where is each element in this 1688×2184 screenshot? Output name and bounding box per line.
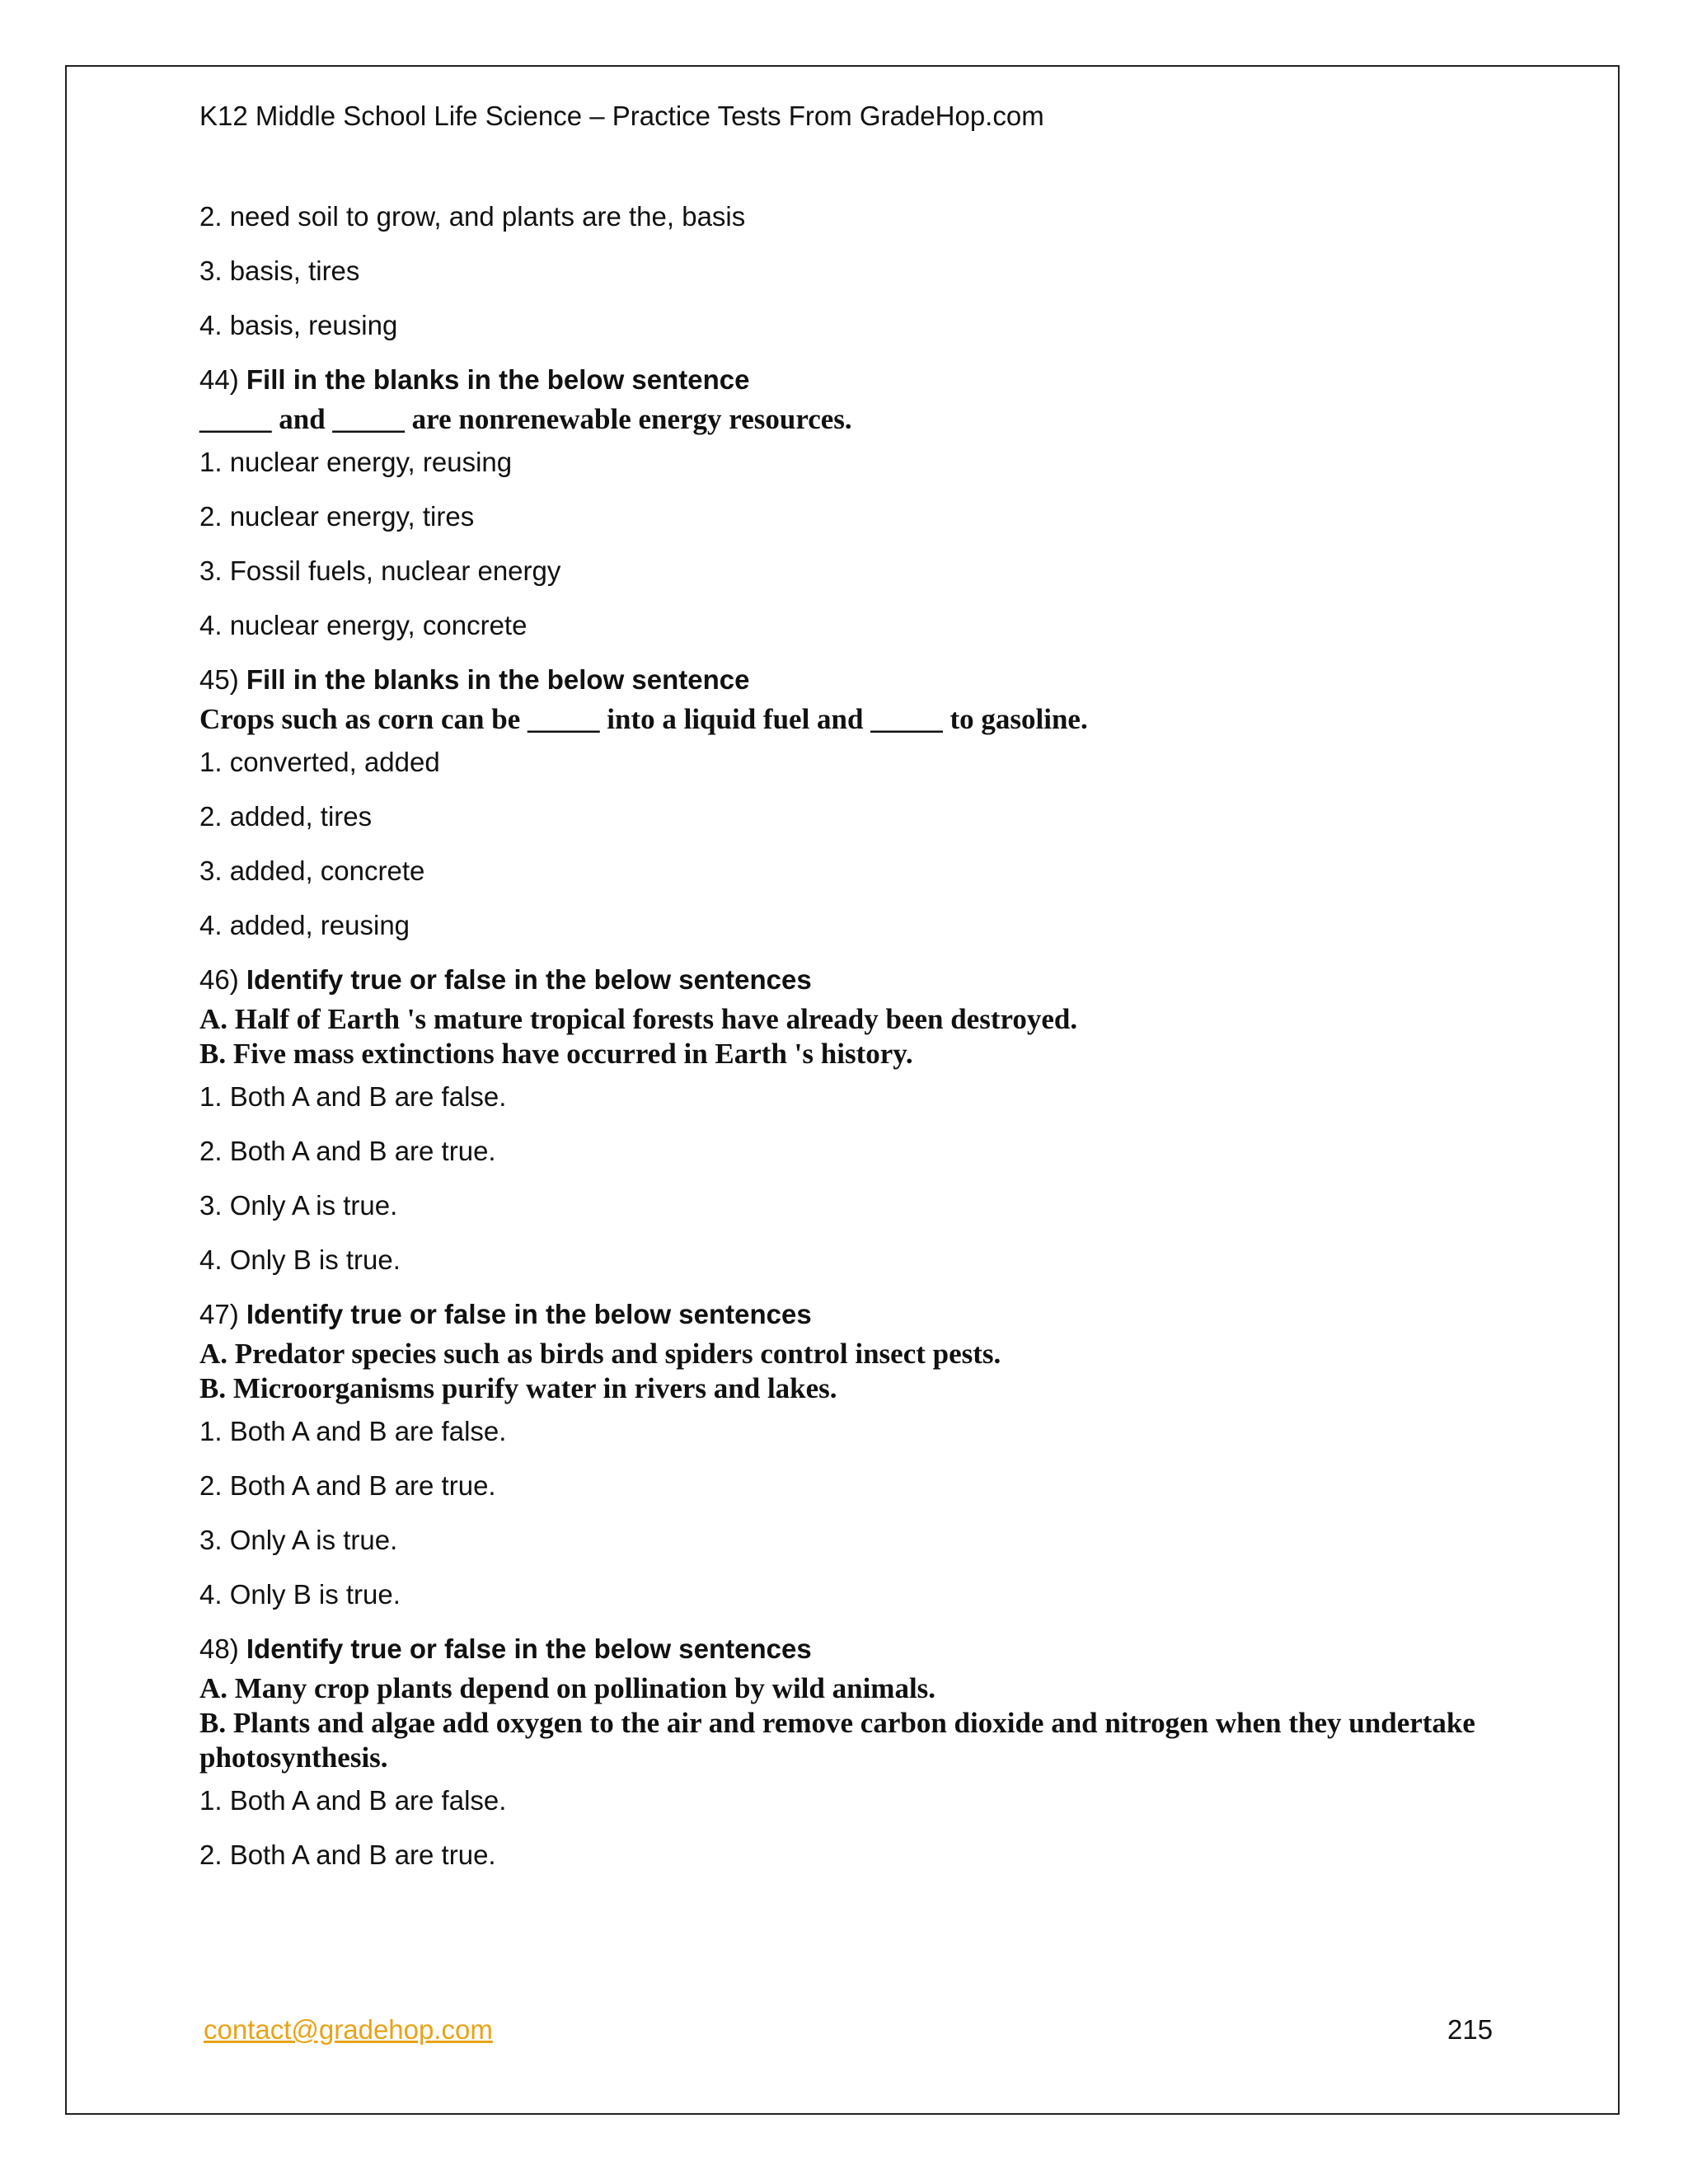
question-statement: [199, 1337, 1485, 1406]
page-number: 215: [1447, 2014, 1493, 2045]
question-number: 47): [199, 1299, 239, 1329]
question-number: 46): [199, 964, 239, 995]
answer-option: 4. added, reusing: [199, 910, 410, 940]
question-statement: [199, 702, 1485, 737]
statement-line: A. Predator species such as birds and spiders control insect pests.: [199, 1338, 1001, 1370]
answer-option: 1. converted, added: [199, 747, 440, 777]
statement-line: B. Plants and algae add oxygen to the air and remove carbon dioxide and nitrogen when they undertake photosynthesis.: [199, 1707, 1475, 1774]
question-heading: [199, 963, 1485, 997]
statement-line: B. Microorganisms purify water in rivers and lakes.: [199, 1372, 837, 1404]
answer-option: 4. Only B is true.: [199, 1579, 401, 1610]
statement-line: A. Half of Earth 's mature tropical forests have already been destroyed.: [199, 1003, 1078, 1035]
test-content: [199, 199, 1485, 1892]
question-44: [199, 363, 1485, 643]
question-statement: [199, 1002, 1485, 1071]
contact-email-link[interactable]: contact@gradehop.com: [204, 2014, 493, 2045]
question-statement: [199, 1671, 1485, 1775]
question-instruction: Fill in the blanks in the below sentence: [246, 664, 750, 695]
answer-option: 4. nuclear energy, concrete: [199, 610, 528, 640]
question-heading: [199, 363, 1485, 397]
answer-option: 1. nuclear energy, reusing: [199, 447, 513, 477]
answer-option: 3. Only A is true.: [199, 1190, 398, 1221]
answer-option: 2. nuclear energy, tires: [199, 501, 475, 532]
page-header: K12 Middle School Life Science – Practice Tests From GradeHop.com: [199, 101, 1044, 131]
answer-option: 2. Both A and B are true.: [199, 1136, 496, 1166]
answer-option: 1. Both A and B are false.: [199, 1785, 507, 1816]
question-heading: [199, 663, 1485, 697]
answer-option: 1. Both A and B are false.: [199, 1081, 507, 1112]
statement-line: A. Many crop plants depend on pollination by wild animals.: [199, 1672, 936, 1704]
question-instruction: Identify true or false in the below sentences: [246, 1299, 812, 1329]
statement-line: Crops such as corn can be _____ into a liquid fuel and _____ to gasoline.: [199, 703, 1088, 735]
question-45: [199, 663, 1485, 943]
question-number: 44): [199, 364, 239, 395]
answer-option: 3. Only A is true.: [199, 1525, 398, 1555]
question-statement: [199, 402, 1485, 437]
question-46: [199, 963, 1485, 1277]
question-instruction: Identify true or false in the below sentences: [246, 964, 812, 995]
question-47: [199, 1297, 1485, 1612]
question-instruction: Fill in the blanks in the below sentence: [246, 364, 750, 395]
question-number: 45): [199, 664, 239, 695]
answer-option: 3. Fossil fuels, nuclear energy: [199, 555, 561, 586]
question-number: 48): [199, 1633, 239, 1664]
answer-option: 4. basis, reusing: [199, 310, 398, 340]
answer-option: 4. Only B is true.: [199, 1244, 401, 1275]
question-heading: [199, 1297, 1485, 1332]
statement-line: B. Five mass extinctions have occurred in Earth 's history.: [199, 1038, 913, 1070]
answer-option: 1. Both A and B are false.: [199, 1416, 507, 1446]
answer-option: 2. Both A and B are true.: [199, 1470, 496, 1501]
question-heading: [199, 1632, 1485, 1666]
question-48: [199, 1632, 1485, 1872]
question-instruction: Identify true or false in the below sentences: [246, 1633, 812, 1664]
statement-line: _____ and _____ are nonrenewable energy resources.: [199, 403, 852, 435]
answer-option: 3. added, concrete: [199, 855, 425, 886]
answer-option: 2. need soil to grow, and plants are the, basis: [199, 201, 746, 232]
answer-option: 2. added, tires: [199, 801, 373, 832]
previous-question-options: [199, 199, 1485, 343]
answer-option: 2. Both A and B are true.: [199, 1840, 496, 1870]
answer-option: 3. basis, tires: [199, 255, 360, 286]
